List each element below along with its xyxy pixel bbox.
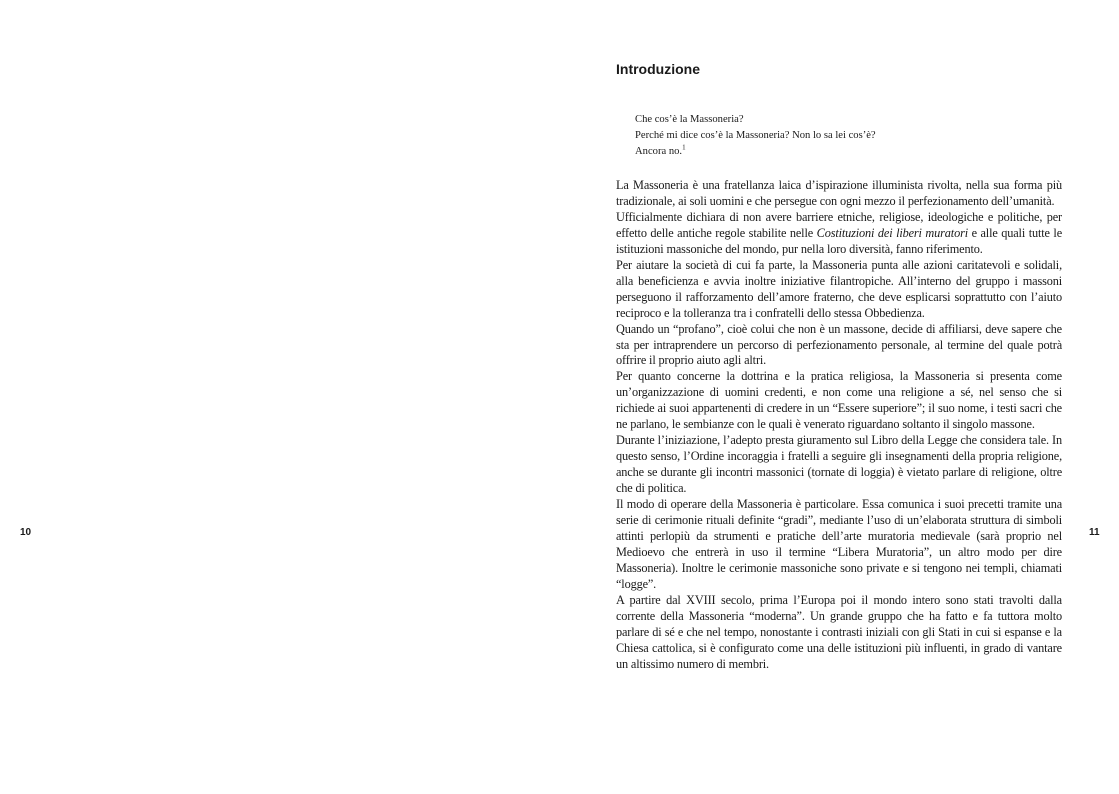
paragraph-text: e alle quali tutte le istituzioni massoniche del mondo, pur nella loro diversità, fanno riferimento. <box>616 225 1062 256</box>
paragraph-text: Ufficialmente dichiara di non avere barriere etniche, religiose, ideologiche e politiche, per effetto delle antiche regole stabilite nelle <box>616 209 1062 240</box>
paragraph <box>616 210 1062 258</box>
chapter-title: Introduzione <box>616 61 700 77</box>
paragraph: Per aiutare la società di cui fa parte, la Massoneria punta alle azioni caritatevoli e solidali, alla beneficienza e avvia inoltre iniziative filantropiche. All’interno del gruppo i massoni perseguono il rafforzamento dell’amore fraterno, che deve esplicarsi soprattutto con l’aiuto reciproco e la tolleranza tra i confratelli dello stessa Obbedienza. <box>616 257 1062 320</box>
right-page <box>616 60 1062 673</box>
epigraph-line: Che cos’è la Massoneria? <box>635 114 744 125</box>
body-text <box>616 178 1062 673</box>
paragraph: Per quanto concerne la dottrina e la pratica religiosa, la Massoneria si presenta come un’organizzazione di uomini credenti, e non come una religione a sé, nel senso che si richiede ai suoi appartenenti di credere in un “Essere superiore”; il suo nome, i testi sacri che ne parlano, le sembianze con le quali è venerato riguardano soltanto il singolo massone. <box>616 369 1062 432</box>
footnote-marker[interactable]: 1 <box>682 143 686 152</box>
paragraph: Quando un “profano”, cioè colui che non è un massone, decide di affiliarsi, deve sapere che sta per intraprendere un percorso di perfezionamento personale, al termine del quale potrà offrire il proprio aiuto agli altri. <box>616 321 1062 368</box>
left-page-number: 10 <box>20 527 32 538</box>
paragraph: A partire dal XVIII secolo, prima l’Europa poi il mondo intero sono stati travolti dalla corrente della Massoneria “moderna”. Un grande gruppo che ha fatto e fa tuttora molto parlare di sé e che nel tempo, nonostante i contrasti iniziali con gli Stati in cui si espanse e la Chiesa cattolica, si è configurato come una delle istituzioni più influenti, in grado di vantare un altissimo numero di membri. <box>616 592 1062 671</box>
epigraph-line-text: Ancora no. <box>635 146 683 157</box>
paragraph: La Massoneria è una fratellanza laica d’ispirazione illuminista rivolta, nella sua forma più tradizionale, ai soli uomini e che persegue con ogni mezzo il perfezionamento dell’umanità. <box>616 178 1062 208</box>
epigraph-line-last <box>635 144 1062 160</box>
italic-title: Costituzioni dei liberi muratori <box>816 225 968 240</box>
paragraph: Il modo di operare della Massoneria è particolare. Essa comunica i suoi precetti tramite una serie di cerimonie rituali definite “gradi”, mediante l’uso di un’elaborata struttura di simboli attinti perlopiù da strumenti e pratiche dell’arte muratoria medievale (sarà proprio nel Medioevo che entrerà in uso il termine “Libera Muratoria”, un altro modo per dire Massoneria). Inoltre le cerimonie massoniche sono private e si tengono nei templi, chiamati “logge”. <box>616 497 1062 591</box>
paragraph: Durante l’iniziazione, l’adepto presta giuramento sul Libro della Legge che considera tale. In questo senso, l’Ordine incoraggia i fratelli a seguire gli insegnamenti della propria religione, anche se durante gli incontri massonici (tornate di loggia) è vietato parlare di religione, oltre che di politica. <box>616 433 1062 496</box>
right-page-number: 11 <box>1089 527 1100 538</box>
epigraph-line: Perché mi dice cos’è la Massoneria? Non lo sa lei cos’è? <box>635 130 876 141</box>
epigraph <box>635 112 1062 160</box>
